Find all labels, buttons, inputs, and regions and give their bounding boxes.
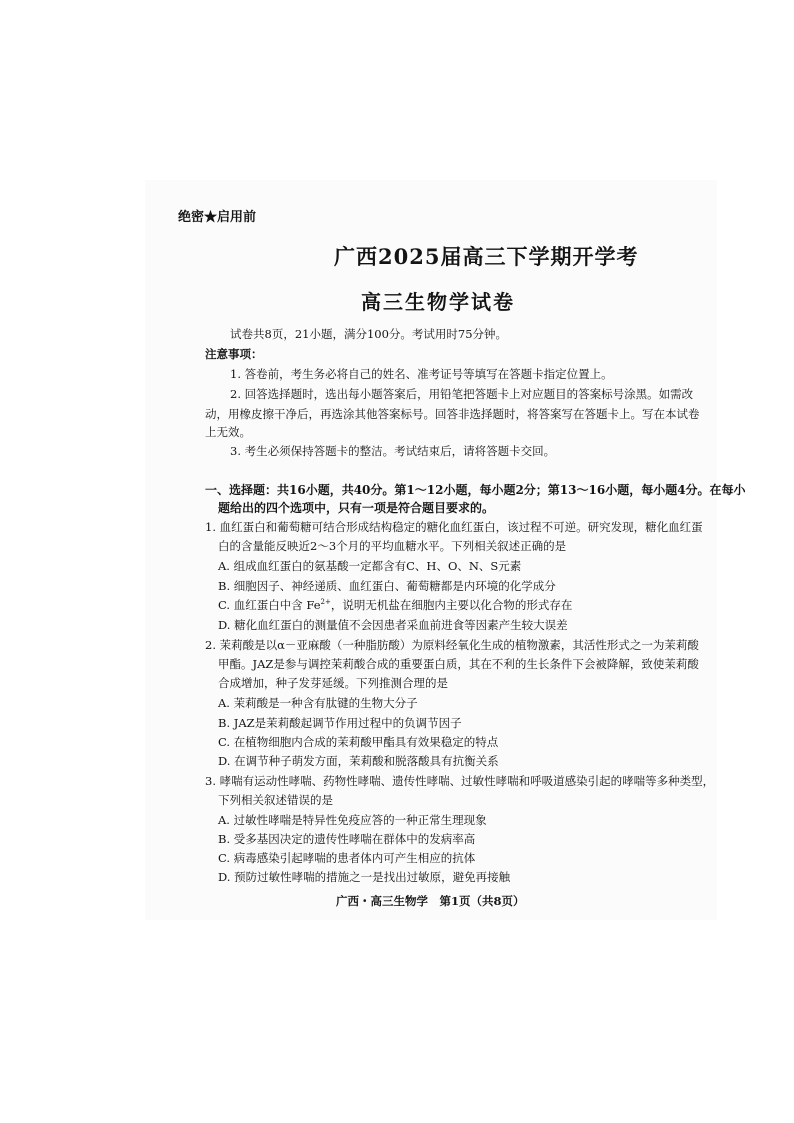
note-3: 3. 考生必须保持答题卡的整洁。考试结束后，请将答题卡交回。: [230, 444, 556, 458]
note-2-line-1: 2. 回答选择题时，选出每小题答案后，用铅笔把答题卡上对应题目的答案标号涂黑。如需改: [230, 387, 694, 401]
note-2-line-2: 动，用橡皮擦干净后，再选涂其他答案标号。回答非选择题时，将答案写在答题卡上。写在本试卷: [205, 407, 700, 421]
question-1-stem-line-1: 1. 血红蛋白和葡萄糖可结合形成结构稳定的糖化血红蛋白，该过程不可逆。研究发现，糖化血红蛋: [205, 520, 703, 534]
section-heading-line-1: 一、选择题：共16小题，共40分。第1～12小题，每小题2分；第13～16小题，每小题4分。在每小: [205, 483, 746, 497]
question-2-stem-line-1: 2. 茉莉酸是以α－亚麻酸（一种脂肪酸）为原料经氧化生成的植物激素，其活性形式之一为茉莉酸: [205, 638, 699, 652]
iron-charge-superscript: 2+: [320, 598, 331, 607]
question-3-stem-line-2: 下列相关叙述错误的是: [218, 793, 333, 807]
question-2-stem-line-3: 合成增加，种子发芽延缓。下列推测合理的是: [218, 676, 448, 690]
question-1-option-c: [218, 597, 572, 613]
question-2-option-c: C. 在植物细胞内合成的茉莉酸甲酯具有效果稳定的特点: [218, 735, 499, 749]
question-1-option-d: D. 糖化血红蛋白的测量值不会因患者采血前进食等因素产生较大误差: [218, 618, 568, 632]
question-3-stem-line-1: 3. 哮喘有运动性哮喘、药物性哮喘、遗传性哮喘、过敏性哮喘和呼吸道感染引起的哮喘等多种类型，: [205, 774, 715, 788]
confidential-label: 绝密★启用前: [178, 210, 257, 225]
question-2-option-d: D. 在调节种子萌发方面，茉莉酸和脱落酸具有抗衡关系: [218, 754, 499, 768]
question-1-option-b: B. 细胞因子、神经递质、血红蛋白、葡萄糖都是内环境的化学成分: [218, 579, 556, 593]
exam-title: 广西2025届高三下学期开学考: [334, 244, 639, 269]
note-1: 1. 答卷前，考生务必将自己的姓名、准考证号等填写在答题卡指定位置上。: [230, 367, 613, 381]
question-3-option-c: C. 病毒感染引起哮喘的患者体内可产生相应的抗体: [218, 851, 476, 865]
note-2-line-3: 上无效。: [205, 425, 251, 439]
question-1-stem-line-2: 白的含量能反映近2～3个月的平均血糖水平。下列相关叙述正确的是: [218, 539, 567, 553]
question-2-option-b: B. JAZ是茉莉酸起调节作用过程中的负调节因子: [218, 716, 462, 730]
question-3-option-b: B. 受多基因决定的遗传性哮喘在群体中的发病率高: [218, 832, 476, 846]
question-3-option-d: D. 预防过敏性哮喘的措施之一是找出过敏原，避免再接触: [218, 870, 511, 884]
section-heading-line-2: 题给出的四个选项中，只有一项是符合题目要求的。: [218, 501, 495, 515]
subject-title: 高三生物学试卷: [361, 290, 515, 314]
question-3-option-a: A. 过敏性哮喘是特异性免疫应答的一种正常生理现象: [218, 813, 487, 827]
question-2-option-a: A. 茉莉酸是一种含有肽键的生物大分子: [218, 696, 418, 710]
question-1-option-a: A. 组成血红蛋白的氨基酸一定都含有C、H、O、N、S元素: [218, 559, 522, 573]
question-2-stem-line-2: 甲酯。JAZ是参与调控茉莉酸合成的重要蛋白质，其在不利的生长条件下会被降解，致使茉莉酸: [218, 657, 699, 671]
option-c-prefix: C. 血红蛋白中含 Fe: [218, 598, 321, 612]
option-c-suffix: ，说明无机盐在细胞内主要以化合物的形式存在: [330, 598, 573, 612]
notes-title: 注意事项：: [205, 347, 263, 361]
page-footer: 广西・高三生物学 第1页（共8页）: [336, 894, 525, 908]
exam-info: 试卷共8页，21小题，满分100分。考试用时75分钟。: [230, 327, 508, 341]
